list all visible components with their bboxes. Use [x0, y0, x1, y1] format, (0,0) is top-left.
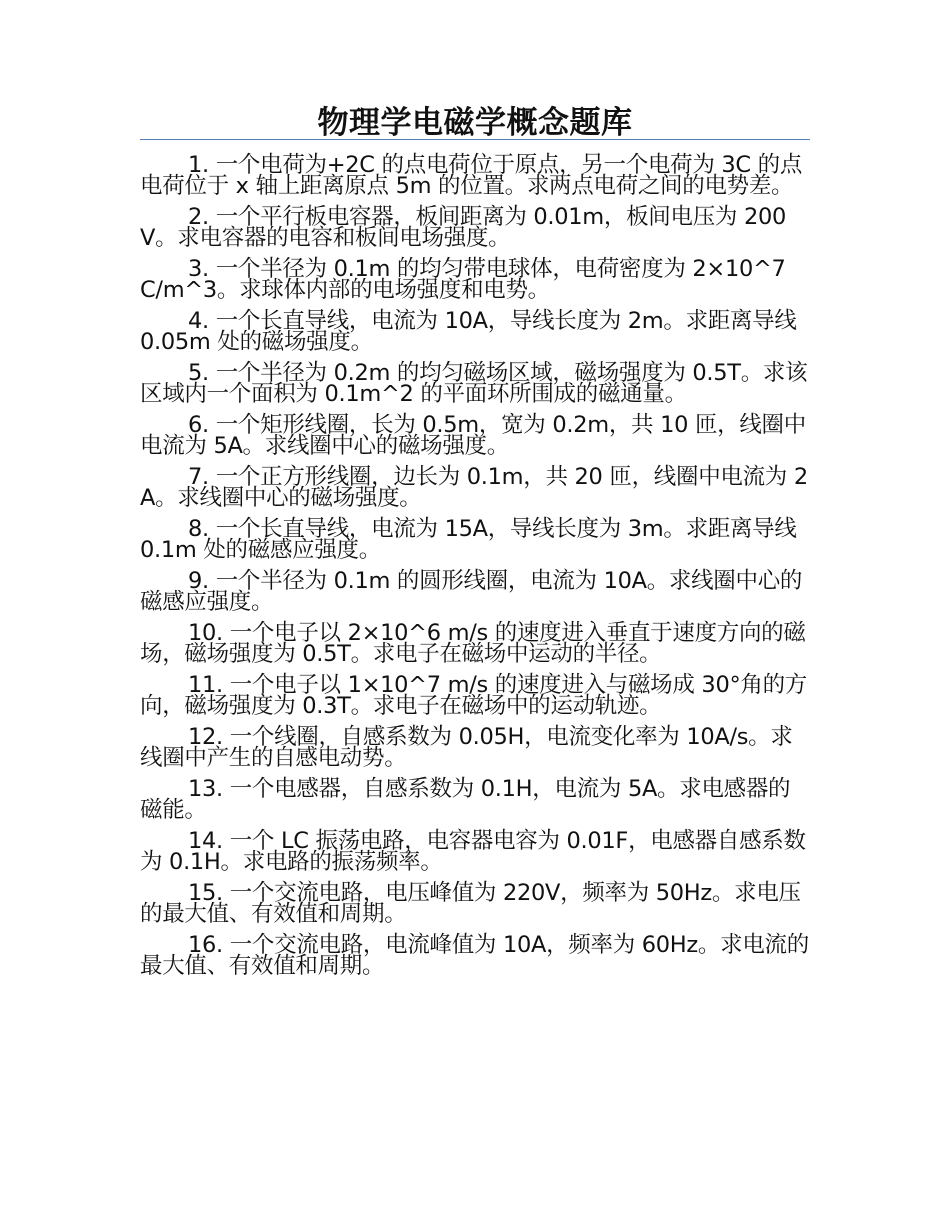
question-item: 8. 一个长直导线，电流为 15A，导线长度为 3m。求距离导线 0.1m 处的磁感应强度。: [140, 516, 797, 563]
question-item: 14. 一个 LC 振荡电路，电容器电容为 0.01F，电感器自感系数为 0.1H。求电路的振荡频率。: [140, 828, 806, 875]
question-item: 9. 一个半径为 0.1m 的圆形线圈，电流为 10A。求线圈中心的磁感应强度。: [140, 568, 803, 615]
question-item: 13. 一个电感器，自感系数为 0.1H，电流为 5A。求电感器的磁能。: [140, 776, 791, 823]
question-item: 15. 一个交流电路，电压峰值为 220V，频率为 50Hz。求电压的最大值、有效值和周期。: [140, 880, 801, 927]
question-item: 12. 一个线圈，自感系数为 0.05H，电流变化率为 10A/s。求线圈中产生的自感电动势。: [140, 724, 793, 771]
question-item: 6. 一个矩形线圈，长为 0.5m，宽为 0.2m，共 10 匝，线圈中电流为 5A。求线圈中心的磁场强度。: [140, 412, 806, 459]
question-item: 16. 一个交流电路，电流峰值为 10A，频率为 60Hz。求电流的最大值、有效值和周期。: [140, 932, 809, 979]
question-item: 2. 一个平行板电容器，板间距离为 0.01m，板间电压为 200V。求电容器的电容和板间电场强度。: [140, 204, 786, 251]
question-item: 3. 一个半径为 0.1m 的均匀带电球体，电荷密度为 2×10^7 C/m^3。求球体内部的电场强度和电势。: [140, 256, 786, 303]
question-item: 7. 一个正方形线圈，边长为 0.1m，共 20 匝，线圈中电流为 2A。求线圈中心的磁场强度。: [140, 464, 808, 511]
page-title: 物理学电磁学概念题库: [317, 105, 633, 141]
question-item: 5. 一个半径为 0.2m 的均匀磁场区域，磁场强度为 0.5T。求该区域内一个面积为 0.1m^2 的平面环所围成的磁通量。: [140, 360, 808, 407]
question-item: 10. 一个电子以 2×10^6 m/s 的速度进入垂直于速度方向的磁场，磁场强度为 0.5T。求电子在磁场中运动的半径。: [140, 620, 806, 667]
question-item: 11. 一个电子以 1×10^7 m/s 的速度进入与磁场成 30°角的方向，磁场强度为 0.3T。求电子在磁场中的运动轨迹。: [140, 672, 808, 719]
question-list: [140, 152, 810, 987]
question-item: 4. 一个长直导线，电流为 10A，导线长度为 2m。求距离导线 0.05m 处的磁场强度。: [140, 308, 797, 355]
title-underline: [140, 139, 810, 140]
question-item: 1. 一个电荷为+2C 的点电荷位于原点，另一个电荷为 3C 的点电荷位于 x 轴上距离原点 5m 的位置。求两点电荷之间的电势差。: [140, 152, 803, 199]
